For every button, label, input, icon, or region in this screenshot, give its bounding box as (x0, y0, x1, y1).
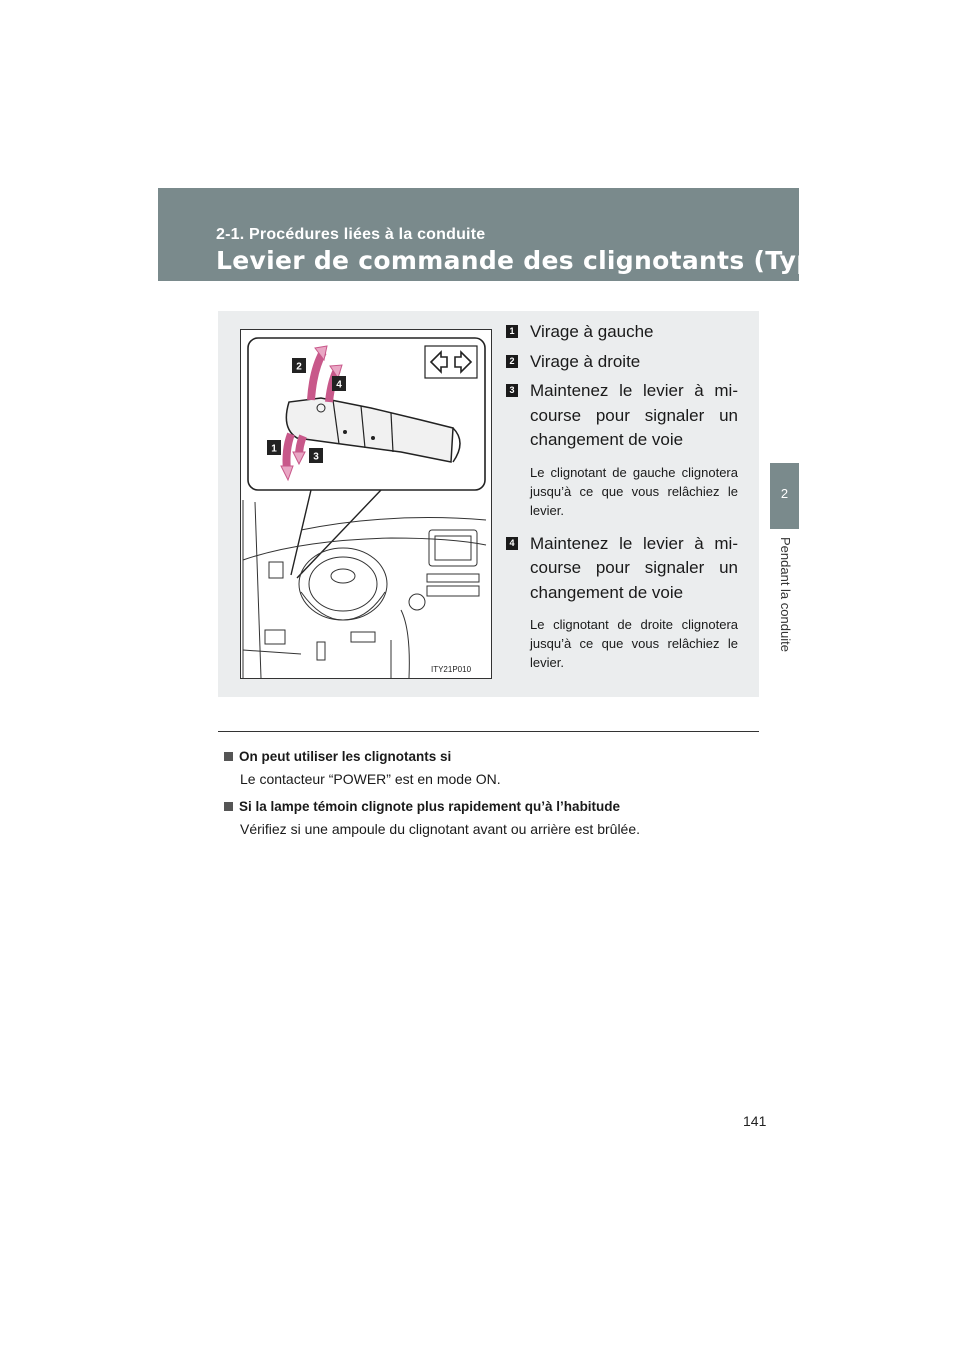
list-item (506, 379, 738, 453)
item-text: Maintenez le levier à mi-course pour signaler un changement de voie (530, 381, 738, 449)
instruction-list (506, 320, 738, 684)
section-title: 2-1. Procédures liées à la conduite (216, 226, 486, 243)
callout-badge-3 (309, 448, 323, 463)
item-number: 4 (506, 537, 518, 550)
callout-4: 4 (336, 379, 342, 391)
chapter-number: 2 (780, 486, 789, 501)
note-heading: Si la lampe témoin clignote plus rapidement qu’à l’habitude (239, 799, 621, 814)
figure-code: ITY21P010 (430, 665, 472, 674)
divider (218, 731, 759, 732)
bullet-square-icon (224, 752, 233, 761)
page-number: 141 (743, 1113, 767, 1129)
callout-3: 3 (313, 451, 319, 463)
item-text: Maintenez le levier à mi-course pour signaler un changement de voie (530, 533, 738, 602)
list-item (506, 532, 738, 606)
note-body: Le contacteur “POWER” est en mode ON. (240, 771, 501, 787)
list-item (506, 350, 738, 375)
bullet-square-icon (224, 802, 233, 811)
item-text: Virage à droite (530, 351, 641, 371)
info-note (224, 799, 784, 837)
item-note: Le clignotant de gauche clignotera jusqu’à ce que vous relâchiez le levier. (530, 464, 738, 518)
callout-1: 1 (271, 443, 277, 455)
item-number: 2 (506, 355, 518, 368)
item-note: Le clignotant de droite clignotera jusqu’à ce que vous relâchiez le levier. (530, 617, 738, 670)
note-body: Vérifiez si une ampoule du clignotant avant ou arrière est brûlée. (240, 821, 641, 837)
item-number: 1 (506, 325, 518, 338)
chapter-label: Pendant la conduite (778, 537, 793, 652)
list-item (506, 320, 738, 345)
dashboard-drawing (243, 500, 486, 678)
item-text: Virage à gauche (530, 322, 654, 341)
item-number: 3 (506, 384, 518, 397)
page-title: Levier de commande des clignotants (Type B) (216, 246, 872, 275)
note-heading: On peut utiliser les clignotants si (239, 749, 452, 764)
page-header (158, 188, 872, 281)
turn-signal-illustration (240, 329, 492, 679)
callout-badge-4 (332, 376, 346, 391)
callout-badge-2 (292, 358, 306, 373)
chapter-tab (770, 463, 799, 529)
callout-2: 2 (296, 361, 302, 373)
info-note (224, 749, 784, 787)
callout-badge-1 (267, 440, 281, 455)
